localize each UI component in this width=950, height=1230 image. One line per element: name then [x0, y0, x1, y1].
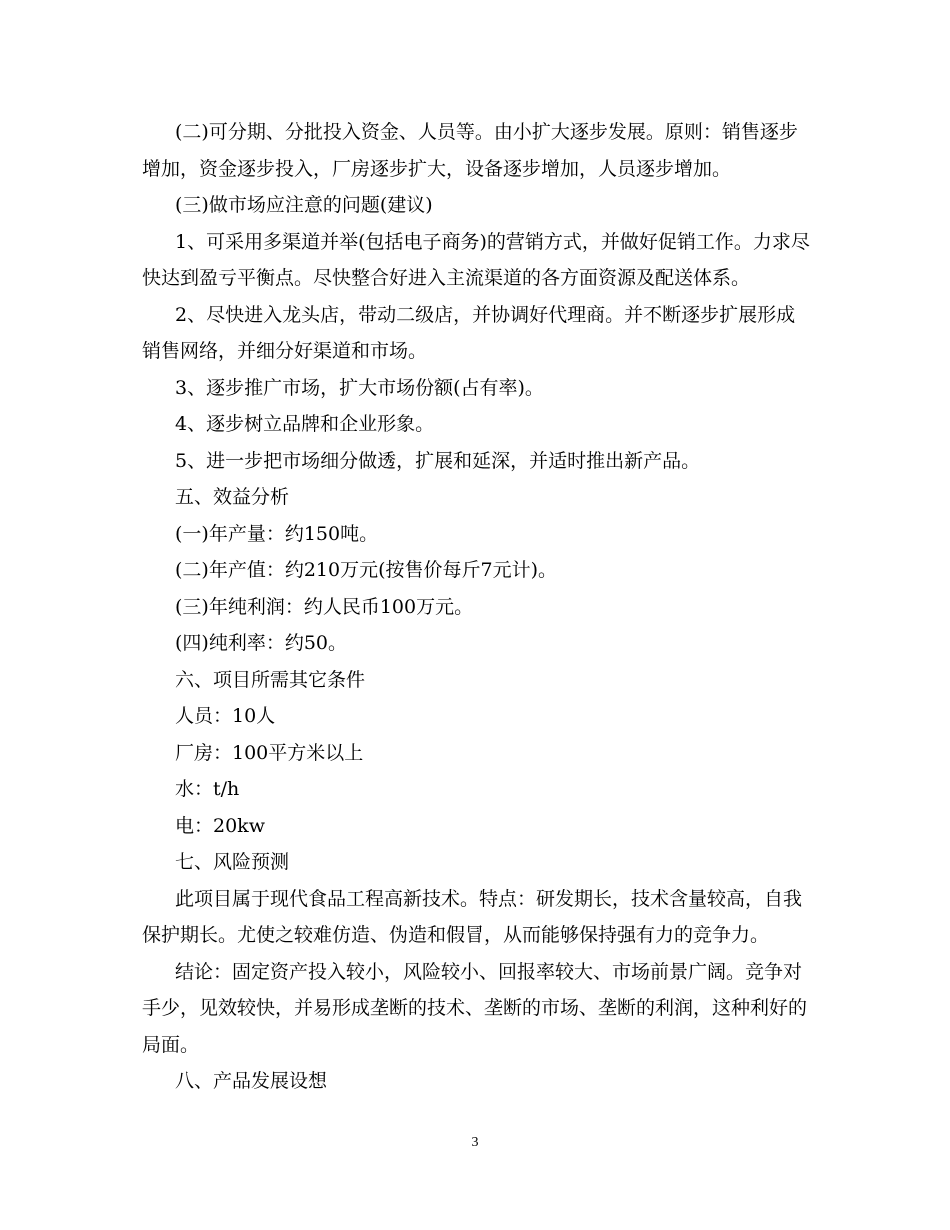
list-item: (三)年纯利润：约人民币100万元。	[175, 595, 474, 618]
document-body	[142, 114, 810, 1100]
list-item: (二)年产值：约210万元(按售价每斤7元计)。	[175, 559, 558, 581]
section-heading: 七、风险预测	[175, 851, 290, 873]
section-heading: (三)做市场应注意的问题(建议)	[175, 194, 433, 216]
list-item: (一)年产量：约150吨。	[175, 522, 379, 545]
paragraph: 4、逐步树立品牌和企业形象。	[175, 413, 435, 435]
section-heading: 八、产品发展设想	[175, 1070, 328, 1092]
paragraph: 1、可采用多渠道并举(包括电子商务)的营销方式，并做好促销工作。力求尽快达到盈亏平衡点。尽快整合好进入主流渠道的各方面资源及配送体系。	[142, 230, 810, 289]
page-number: 3	[471, 1135, 479, 1150]
list-item: 厂房：100平方米以上	[175, 741, 364, 764]
paragraph: 2、尽快进入龙头店，带动二级店，并协调好代理商。并不断逐步扩展形成销售网络，并细分好渠道和市场。	[142, 303, 796, 362]
list-item: (四)纯利率：约50。	[175, 632, 348, 654]
paragraph: 此项目属于现代食品工程高新技术。特点：研发期长，技术含量较高，自我保护期长。尤使之较难仿造、伪造和假冒，从而能够保持强有力的竞争力。	[142, 887, 803, 946]
section-heading: 六、项目所需其它条件	[175, 668, 366, 691]
list-item: 电：20kw	[175, 814, 265, 837]
paragraph: (二)可分期、分批投入资金、人员等。由小扩大逐步发展。原则：销售逐步增加，资金逐步投入，厂房逐步扩大，设备逐步增加，人员逐步增加。	[142, 121, 798, 180]
list-item: 人员：10人	[175, 705, 276, 727]
paragraph: 5、进一步把市场细分做透，扩展和延深，并适时推出新产品。	[175, 449, 701, 472]
paragraph: 3、逐步推广市场，扩大市场份额(占有率)。	[175, 376, 544, 399]
paragraph: 结论：固定资产投入较小，风险较小、回报率较大、市场前景广阔。竞争对手少，见效较快，并易形成垄断的技术、垄断的市场、垄断的利润，这种利好的局面。	[142, 960, 808, 1056]
list-item: 水：t/h	[175, 778, 240, 800]
section-heading: 五、效益分析	[175, 486, 290, 508]
